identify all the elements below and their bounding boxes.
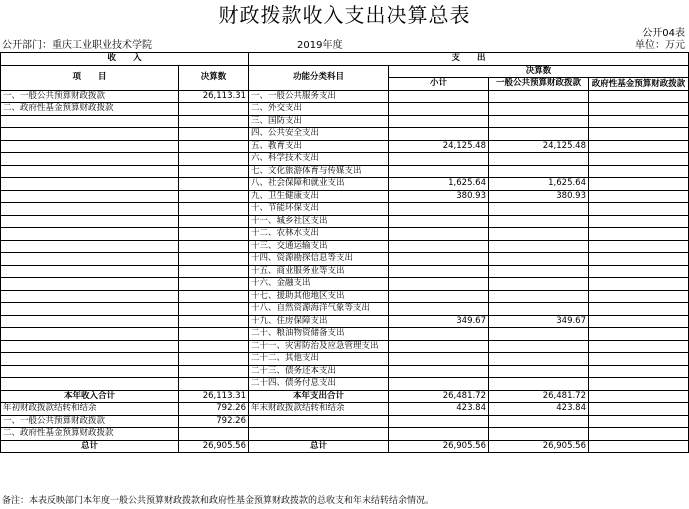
expense-gov-fund-cell <box>589 165 689 178</box>
expense-general-budget-cell <box>489 240 589 253</box>
expense-subtotal-cell: 26,905.56 <box>389 440 489 453</box>
income-amount-cell <box>179 153 249 166</box>
income-amount-cell <box>179 353 249 366</box>
income-item-cell <box>1 190 179 203</box>
expense-general-budget-cell: 26,905.56 <box>489 440 589 453</box>
expense-general-budget-cell <box>489 215 589 228</box>
income-item-cell <box>1 115 179 128</box>
expense-item-cell: 十二、农林水支出 <box>249 228 389 241</box>
expense-general-budget-cell <box>489 228 589 241</box>
income-item-cell <box>1 365 179 378</box>
table-row <box>1 290 689 303</box>
expense-item-cell: 二十一、灾害防治及应急管理支出 <box>249 340 389 353</box>
income-item-cell: 年初财政拨款结转和结余 <box>1 403 179 416</box>
expense-general-budget-cell: 1,625.64 <box>489 178 589 191</box>
expense-gov-fund-cell <box>589 315 689 328</box>
expense-gov-fund-cell <box>589 340 689 353</box>
income-item-cell <box>1 203 179 216</box>
expense-subtotal-cell <box>389 103 489 116</box>
expense-subtotal-cell <box>389 415 489 428</box>
expense-item-cell: 十一、城乡社区支出 <box>249 215 389 228</box>
expense-gov-fund-cell <box>589 328 689 341</box>
income-amount-cell <box>179 190 249 203</box>
expense-subtotal-cell: 423.84 <box>389 403 489 416</box>
income-amount-cell <box>179 303 249 316</box>
expense-item-cell: 十六、金融支出 <box>249 278 389 291</box>
expense-item-cell: 十七、援助其他地区支出 <box>249 290 389 303</box>
table-row <box>1 365 689 378</box>
fiscal-year: 2019年度 <box>297 40 343 51</box>
income-item-cell: 二、政府性基金预算财政拨款 <box>1 428 179 441</box>
expense-subtotal-cell <box>389 365 489 378</box>
expense-general-budget-cell: 423.84 <box>489 403 589 416</box>
expense-general-budget-cell <box>489 415 589 428</box>
expense-item-cell: 二十二、其他支出 <box>249 353 389 366</box>
income-amount-header: 决算数 <box>179 65 249 90</box>
expense-gov-fund-cell <box>589 365 689 378</box>
income-item-cell <box>1 178 179 191</box>
expense-header: 支 出 <box>249 53 689 66</box>
income-item-cell <box>1 315 179 328</box>
grand-total-row <box>1 440 689 453</box>
income-amount-cell <box>179 128 249 141</box>
income-amount-cell: 792.26 <box>179 415 249 428</box>
expense-general-budget-cell <box>489 278 589 291</box>
expense-gov-fund-cell <box>589 90 689 103</box>
expense-gov-fund-cell <box>589 203 689 216</box>
expense-subtotal-cell <box>389 228 489 241</box>
total-row <box>1 390 689 403</box>
income-item-cell <box>1 140 179 153</box>
expense-general-budget-cell <box>489 128 589 141</box>
expense-general-budget-cell <box>489 103 589 116</box>
carryover-row <box>1 415 689 428</box>
expense-item-cell <box>249 428 389 441</box>
table-row <box>1 203 689 216</box>
expense-general-budget-cell <box>489 165 589 178</box>
income-item-cell <box>1 303 179 316</box>
income-amount-cell <box>179 428 249 441</box>
expense-subtotal-cell <box>389 328 489 341</box>
expense-item-cell: 六、科学技术支出 <box>249 153 389 166</box>
income-amount-cell <box>179 365 249 378</box>
table-row <box>1 190 689 203</box>
carryover-row <box>1 403 689 416</box>
header-row-2 <box>1 65 689 78</box>
item-header: 项 目 <box>1 65 179 90</box>
income-item-cell <box>1 328 179 341</box>
expense-subtotal-cell <box>389 278 489 291</box>
finance-summary-table <box>0 52 689 453</box>
expense-item-cell: 十四、资源勘探信息等支出 <box>249 253 389 266</box>
income-item-cell: 总计 <box>1 440 179 453</box>
income-amount-cell <box>179 253 249 266</box>
gov-fund-header: 政府性基金预算财政拨款 <box>589 78 689 91</box>
expense-subtotal-cell <box>389 90 489 103</box>
general-budget-header: 一般公共预算财政拨款 <box>489 78 589 91</box>
income-amount-cell: 792.26 <box>179 403 249 416</box>
table-row <box>1 165 689 178</box>
income-item-cell <box>1 240 179 253</box>
expense-general-budget-cell <box>489 340 589 353</box>
expense-gov-fund-cell <box>589 128 689 141</box>
table-row <box>1 178 689 191</box>
income-amount-cell <box>179 165 249 178</box>
income-amount-cell: 26,113.31 <box>179 390 249 403</box>
func-item-header: 功能分类科目 <box>249 65 389 90</box>
expense-item-cell: 九、卫生健康支出 <box>249 190 389 203</box>
table-row <box>1 340 689 353</box>
income-item-cell <box>1 265 179 278</box>
expense-gov-fund-cell <box>589 240 689 253</box>
table-row <box>1 253 689 266</box>
income-item-cell <box>1 353 179 366</box>
table-row <box>1 103 689 116</box>
income-amount-cell <box>179 378 249 391</box>
expense-gov-fund-cell <box>589 378 689 391</box>
income-amount-cell: 26,905.56 <box>179 440 249 453</box>
expense-general-budget-cell <box>489 153 589 166</box>
expense-subtotal-cell <box>389 290 489 303</box>
income-item-cell <box>1 340 179 353</box>
expense-item-cell: 十、节能环保支出 <box>249 203 389 216</box>
expense-general-budget-cell <box>489 90 589 103</box>
expense-item-cell: 十八、自然资源海洋气象等支出 <box>249 303 389 316</box>
income-item-cell <box>1 253 179 266</box>
expense-gov-fund-cell <box>589 290 689 303</box>
table-row <box>1 90 689 103</box>
table-row <box>1 315 689 328</box>
expense-subtotal-cell <box>389 128 489 141</box>
form-code: 公开04表 <box>642 28 685 39</box>
income-header: 收 入 <box>1 53 249 66</box>
income-amount-cell <box>179 278 249 291</box>
carryover-row <box>1 428 689 441</box>
expense-gov-fund-cell <box>589 140 689 153</box>
expense-gov-fund-cell <box>589 353 689 366</box>
expense-subtotal-cell: 24,125.48 <box>389 140 489 153</box>
income-item-cell: 二、政府性基金预算财政拨款 <box>1 103 179 116</box>
expense-general-budget-cell: 26,481.72 <box>489 390 589 403</box>
expense-item-cell: 十三、交通运输支出 <box>249 240 389 253</box>
expense-subtotal-cell <box>389 115 489 128</box>
expense-general-budget-cell: 24,125.48 <box>489 140 589 153</box>
expense-gov-fund-cell <box>589 390 689 403</box>
income-item-cell <box>1 378 179 391</box>
expense-subtotal-cell <box>389 340 489 353</box>
income-amount-cell <box>179 240 249 253</box>
income-amount-cell <box>179 203 249 216</box>
expense-general-budget-cell <box>489 353 589 366</box>
expense-gov-fund-cell <box>589 415 689 428</box>
table-row <box>1 240 689 253</box>
expense-item-cell: 二十四、债务付息支出 <box>249 378 389 391</box>
expense-subtotal-cell <box>389 215 489 228</box>
expense-gov-fund-cell <box>589 403 689 416</box>
expense-subtotal-cell: 26,481.72 <box>389 390 489 403</box>
expense-general-budget-cell: 349.67 <box>489 315 589 328</box>
expense-subtotal-cell: 349.67 <box>389 315 489 328</box>
income-amount-cell <box>179 265 249 278</box>
table-row <box>1 215 689 228</box>
expense-general-budget-cell <box>489 203 589 216</box>
expense-item-cell: 三、国防支出 <box>249 115 389 128</box>
expense-item-cell: 二、外交支出 <box>249 103 389 116</box>
expense-item-cell: 一、一般公共服务支出 <box>249 90 389 103</box>
income-item-cell: 本年收入合计 <box>1 390 179 403</box>
expense-general-budget-cell <box>489 290 589 303</box>
table-row <box>1 328 689 341</box>
income-item-cell: 一、一般公共预算财政拨款 <box>1 90 179 103</box>
expense-item-cell: 二十、粮油物资储备支出 <box>249 328 389 341</box>
expense-subtotal-cell <box>389 253 489 266</box>
table-row <box>1 115 689 128</box>
income-item-cell <box>1 290 179 303</box>
expense-gov-fund-cell <box>589 253 689 266</box>
expense-item-cell: 十九、住房保障支出 <box>249 315 389 328</box>
expense-subtotal-cell <box>389 240 489 253</box>
table-row <box>1 303 689 316</box>
expense-subtotal-cell: 380.93 <box>389 190 489 203</box>
expense-gov-fund-cell <box>589 215 689 228</box>
expense-general-budget-cell <box>489 115 589 128</box>
expense-gov-fund-cell <box>589 190 689 203</box>
income-amount-cell <box>179 315 249 328</box>
income-amount-cell <box>179 290 249 303</box>
expense-item-cell: 年末财政拨款结转和结余 <box>249 403 389 416</box>
expense-subtotal-cell: 1,625.64 <box>389 178 489 191</box>
expense-gov-fund-cell <box>589 103 689 116</box>
income-amount-cell <box>179 115 249 128</box>
income-amount-cell <box>179 328 249 341</box>
table-row <box>1 265 689 278</box>
table-body <box>1 53 689 453</box>
expense-general-budget-cell <box>489 303 589 316</box>
income-item-cell <box>1 215 179 228</box>
expense-subtotal-cell <box>389 153 489 166</box>
expense-general-budget-cell: 380.93 <box>489 190 589 203</box>
expense-general-budget-cell <box>489 428 589 441</box>
department-label: 公开部门：重庆工业职业技术学院 <box>2 40 152 51</box>
expense-item-cell: 二十三、债务还本支出 <box>249 365 389 378</box>
income-item-cell <box>1 228 179 241</box>
expense-item-cell: 七、文化旅游体育与传媒支出 <box>249 165 389 178</box>
expense-subtotal-cell <box>389 303 489 316</box>
income-amount-cell <box>179 140 249 153</box>
income-item-cell <box>1 128 179 141</box>
expense-general-budget-cell <box>489 265 589 278</box>
expense-item-cell: 八、社会保障和就业支出 <box>249 178 389 191</box>
expense-item-cell <box>249 415 389 428</box>
income-amount-cell <box>179 228 249 241</box>
expense-gov-fund-cell <box>589 428 689 441</box>
table-row <box>1 378 689 391</box>
expense-subtotal-cell <box>389 265 489 278</box>
income-item-cell <box>1 153 179 166</box>
expense-gov-fund-cell <box>589 265 689 278</box>
expense-gov-fund-cell <box>589 153 689 166</box>
income-amount-cell <box>179 103 249 116</box>
expense-item-cell: 四、公共安全支出 <box>249 128 389 141</box>
expense-gov-fund-cell <box>589 115 689 128</box>
expense-amount-header: 决算数 <box>389 65 689 78</box>
expense-item-cell: 十五、商业服务业等支出 <box>249 265 389 278</box>
income-amount-cell <box>179 215 249 228</box>
subtotal-header: 小计 <box>389 78 489 91</box>
income-amount-cell: 26,113.31 <box>179 90 249 103</box>
report-title: 财政拨款收入支出决算总表 <box>218 3 471 27</box>
expense-item-cell: 本年支出合计 <box>249 390 389 403</box>
income-amount-cell <box>179 178 249 191</box>
income-item-cell: 一、一般公共预算财政拨款 <box>1 415 179 428</box>
footnote: 备注：本表反映部门本年度一般公共预算财政拨款和政府性基金预算财政拨款的总收支和年末结转结余情况。 <box>2 496 435 506</box>
table-row <box>1 128 689 141</box>
expense-gov-fund-cell <box>589 440 689 453</box>
table-row <box>1 140 689 153</box>
expense-item-cell: 五、教育支出 <box>249 140 389 153</box>
table-row <box>1 353 689 366</box>
expense-subtotal-cell <box>389 428 489 441</box>
income-amount-cell <box>179 340 249 353</box>
expense-gov-fund-cell <box>589 303 689 316</box>
table-row <box>1 228 689 241</box>
expense-subtotal-cell <box>389 353 489 366</box>
expense-general-budget-cell <box>489 378 589 391</box>
expense-general-budget-cell <box>489 328 589 341</box>
unit-label: 单位：万元 <box>635 40 685 51</box>
table-row <box>1 278 689 291</box>
expense-subtotal-cell <box>389 203 489 216</box>
expense-gov-fund-cell <box>589 278 689 291</box>
header-row-1 <box>1 53 689 66</box>
expense-subtotal-cell <box>389 378 489 391</box>
expense-subtotal-cell <box>389 165 489 178</box>
table-row <box>1 153 689 166</box>
expense-item-cell: 总计 <box>249 440 389 453</box>
income-item-cell <box>1 278 179 291</box>
expense-gov-fund-cell <box>589 178 689 191</box>
income-item-cell <box>1 165 179 178</box>
expense-general-budget-cell <box>489 365 589 378</box>
expense-general-budget-cell <box>489 253 589 266</box>
expense-gov-fund-cell <box>589 228 689 241</box>
